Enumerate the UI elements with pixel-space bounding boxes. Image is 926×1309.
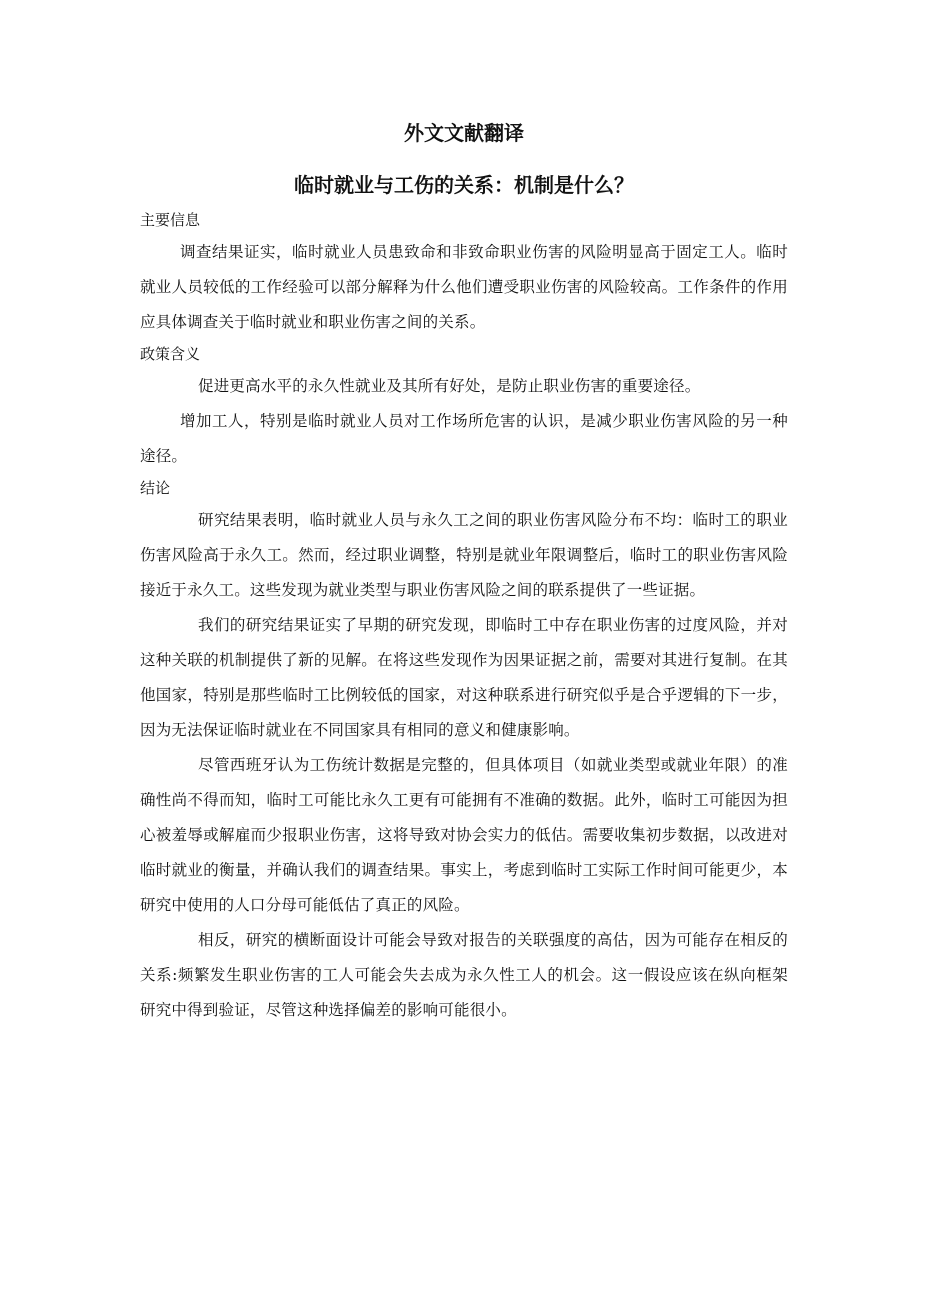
document-subtitle: 临时就业与工伤的关系：机制是什么？ [294, 173, 634, 197]
document-page [140, 118, 788, 1028]
conclusion-paragraph: 相反，研究的横断面设计可能会导致对报告的关联强度的高估，因为可能存在相反的关系:频繁发生职业伤害的工人可能会失去成为永久性工人的机会。这一假设应该在纵向框架研究中得到验证，尽管这种选择偏差的影响可能很小。 [140, 931, 788, 1019]
conclusion-paragraph: 我们的研究结果证实了早期的研究发现，即临时工中存在职业伤害的过度风险，并对这种关联的机制提供了新的见解。在将这些发现作为因果证据之前，需要对其进行复制。在其他国家，特别是那些临时工比例较低的国家，对这种联系进行研究似乎是合乎逻辑的下一步，因为无法保证临时就业在不同国家具有相同的意义和健康影响。 [140, 616, 788, 739]
conclusion-paragraph: 研究结果表明，临时就业人员与永久工之间的职业伤害风险分布不均：临时工的职业伤害风险高于永久工。然而，经过职业调整，特别是就业年限调整后，临时工的职业伤害风险接近于永久工。这些发现为就业类型与职业伤害风险之间的联系提供了一些证据。 [140, 511, 788, 599]
main-info-paragraph: 调查结果证实，临时就业人员患致命和非致命职业伤害的风险明显高于固定工人。临时就业人员较低的工作经验可以部分解释为什么他们遭受职业伤害的风险较高。工作条件的作用应具体调查关于临时就业和职业伤害之间的关系。 [140, 243, 788, 331]
document-title: 外文文献翻译 [404, 121, 524, 145]
section-heading-main-info: 主要信息 [140, 211, 201, 229]
section-heading-conclusion: 结论 [140, 479, 171, 497]
policy-paragraph: 增加工人，特别是临时就业人员对工作场所危害的认识，是减少职业伤害风险的另一种途径。 [140, 412, 788, 465]
conclusion-paragraph: 尽管西班牙认为工伤统计数据是完整的，但具体项目（如就业类型或就业年限）的准确性尚不得而知，临时工可能比永久工更有可能拥有不准确的数据。此外，临时工可能因为担心被羞辱或解雇而少报职业伤害，这将导致对协会实力的低估。需要收集初步数据，以改进对临时就业的衡量，并确认我们的调查结果。事实上，考虑到临时工实际工作时间可能更少，本研究中使用的人口分母可能低估了真正的风险。 [140, 756, 788, 914]
policy-paragraph: 促进更高水平的永久性就业及其所有好处，是防止职业伤害的重要途径。 [198, 377, 701, 395]
section-heading-policy: 政策含义 [140, 345, 201, 363]
